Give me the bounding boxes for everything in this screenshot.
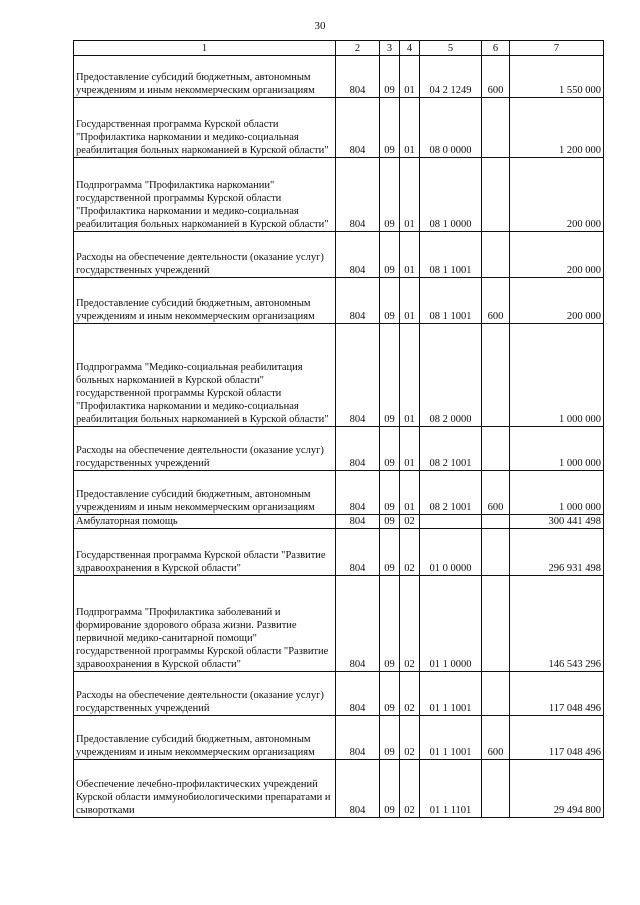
column-header: 5 xyxy=(420,41,482,56)
row-name-cell: Государственная программа Курской области "Профилактика наркомании и медико-социальная реабилитация больных наркоманией в Курской области" xyxy=(74,98,336,158)
subsection-code-cell: 02 xyxy=(400,672,420,716)
subsection-code-cell: 01 xyxy=(400,98,420,158)
amount-cell: 1 550 000 xyxy=(510,56,604,98)
ministry-code-cell: 804 xyxy=(336,471,380,515)
section-code-cell: 09 xyxy=(380,471,400,515)
amount-cell: 1 200 000 xyxy=(510,98,604,158)
target-article-cell: 08 0 0000 xyxy=(420,98,482,158)
section-code-cell: 09 xyxy=(380,278,400,324)
expense-type-cell xyxy=(482,158,510,232)
subsection-code-cell: 01 xyxy=(400,324,420,427)
expense-type-cell xyxy=(482,529,510,576)
ministry-code-cell: 804 xyxy=(336,672,380,716)
ministry-code-cell: 804 xyxy=(336,716,380,760)
target-article-cell: 08 1 0000 xyxy=(420,158,482,232)
row-name-cell: Предоставление субсидий бюджетным, автономным учреждениям и иным некоммерческим организациям xyxy=(74,471,336,515)
target-article-cell: 08 2 1001 xyxy=(420,471,482,515)
expense-type-cell: 600 xyxy=(482,278,510,324)
amount-cell: 146 543 296 xyxy=(510,576,604,672)
subsection-code-cell: 02 xyxy=(400,515,420,529)
target-article-cell: 08 1 1001 xyxy=(420,232,482,278)
row-name-cell: Расходы на обеспечение деятельности (оказание услуг) государственных учреждений xyxy=(74,672,336,716)
ministry-code-cell: 804 xyxy=(336,158,380,232)
target-article-cell xyxy=(420,515,482,529)
ministry-code-cell: 804 xyxy=(336,232,380,278)
amount-cell: 117 048 496 xyxy=(510,672,604,716)
subsection-code-cell: 01 xyxy=(400,427,420,471)
table-row xyxy=(74,515,604,529)
row-name-cell: Подпрограмма "Медико-социальная реабилитация больных наркоманией в Курской области" государственной программы Курской области "Профилактика наркомании и медико-социальная реабилитация больных наркоманией в Курской области" xyxy=(74,324,336,427)
table-row xyxy=(74,56,604,98)
expense-type-cell: 600 xyxy=(482,471,510,515)
amount-cell: 200 000 xyxy=(510,278,604,324)
ministry-code-cell: 804 xyxy=(336,98,380,158)
column-header: 4 xyxy=(400,41,420,56)
expense-type-cell xyxy=(482,576,510,672)
expense-type-cell xyxy=(482,324,510,427)
table-row xyxy=(74,158,604,232)
row-name-cell: Амбулаторная помощь xyxy=(74,515,336,529)
budget-table xyxy=(73,40,604,818)
table-row xyxy=(74,427,604,471)
ministry-code-cell: 804 xyxy=(336,760,380,818)
table-row xyxy=(74,529,604,576)
column-header: 2 xyxy=(336,41,380,56)
section-code-cell: 09 xyxy=(380,672,400,716)
section-code-cell: 09 xyxy=(380,760,400,818)
target-article-cell: 01 1 0000 xyxy=(420,576,482,672)
table-row xyxy=(74,232,604,278)
row-name-cell: Обеспечение лечебно-профилактических учреждений Курской области иммунобиологическими препаратами и сыворотками xyxy=(74,760,336,818)
ministry-code-cell: 804 xyxy=(336,278,380,324)
row-name-cell: Расходы на обеспечение деятельности (оказание услуг) государственных учреждений xyxy=(74,232,336,278)
target-article-cell: 01 1 1001 xyxy=(420,672,482,716)
amount-cell: 29 494 800 xyxy=(510,760,604,818)
row-name-cell: Предоставление субсидий бюджетным, автономным учреждениям и иным некоммерческим организациям xyxy=(74,56,336,98)
expense-type-cell xyxy=(482,427,510,471)
section-code-cell: 09 xyxy=(380,158,400,232)
expense-type-cell xyxy=(482,760,510,818)
section-code-cell: 09 xyxy=(380,576,400,672)
row-name-cell: Предоставление субсидий бюджетным, автономным учреждениям и иным некоммерческим организациям xyxy=(74,716,336,760)
target-article-cell: 08 2 0000 xyxy=(420,324,482,427)
subsection-code-cell: 01 xyxy=(400,158,420,232)
ministry-code-cell: 804 xyxy=(336,56,380,98)
section-code-cell: 09 xyxy=(380,56,400,98)
subsection-code-cell: 01 xyxy=(400,232,420,278)
section-code-cell: 09 xyxy=(380,98,400,158)
amount-cell: 1 000 000 xyxy=(510,324,604,427)
ministry-code-cell: 804 xyxy=(336,324,380,427)
amount-cell: 1 000 000 xyxy=(510,471,604,515)
target-article-cell: 08 1 1001 xyxy=(420,278,482,324)
table-row xyxy=(74,471,604,515)
column-header: 3 xyxy=(380,41,400,56)
table-row xyxy=(74,278,604,324)
row-name-cell: Расходы на обеспечение деятельности (оказание услуг) государственных учреждений xyxy=(74,427,336,471)
subsection-code-cell: 02 xyxy=(400,529,420,576)
section-code-cell: 09 xyxy=(380,232,400,278)
table-row xyxy=(74,98,604,158)
target-article-cell: 01 1 1101 xyxy=(420,760,482,818)
expense-type-cell xyxy=(482,98,510,158)
expense-type-cell: 600 xyxy=(482,56,510,98)
column-header: 7 xyxy=(510,41,604,56)
column-header: 6 xyxy=(482,41,510,56)
target-article-cell: 01 1 1001 xyxy=(420,716,482,760)
amount-cell: 300 441 498 xyxy=(510,515,604,529)
ministry-code-cell: 804 xyxy=(336,427,380,471)
subsection-code-cell: 02 xyxy=(400,760,420,818)
target-article-cell: 04 2 1249 xyxy=(420,56,482,98)
expense-type-cell xyxy=(482,515,510,529)
row-name-cell: Государственная программа Курской области "Развитие здравоохранения в Курской области" xyxy=(74,529,336,576)
expense-type-cell xyxy=(482,232,510,278)
expense-type-cell xyxy=(482,672,510,716)
table-body xyxy=(74,56,604,818)
table-row xyxy=(74,716,604,760)
amount-cell: 1 000 000 xyxy=(510,427,604,471)
page-number: 30 xyxy=(314,20,326,32)
subsection-code-cell: 01 xyxy=(400,471,420,515)
subsection-code-cell: 02 xyxy=(400,576,420,672)
subsection-code-cell: 02 xyxy=(400,716,420,760)
section-code-cell: 09 xyxy=(380,515,400,529)
ministry-code-cell: 804 xyxy=(336,515,380,529)
subsection-code-cell: 01 xyxy=(400,278,420,324)
table-row xyxy=(74,672,604,716)
table-row xyxy=(74,324,604,427)
section-code-cell: 09 xyxy=(380,427,400,471)
row-name-cell: Подпрограмма "Профилактика наркомании" государственной программы Курской области "Профилактика наркомании и медико-социальная реабилитация больных наркоманией в Курской области" xyxy=(74,158,336,232)
table-row xyxy=(74,760,604,818)
section-code-cell: 09 xyxy=(380,324,400,427)
target-article-cell: 01 0 0000 xyxy=(420,529,482,576)
ministry-code-cell: 804 xyxy=(336,576,380,672)
column-header-row xyxy=(74,41,604,56)
subsection-code-cell: 01 xyxy=(400,56,420,98)
amount-cell: 200 000 xyxy=(510,158,604,232)
section-code-cell: 09 xyxy=(380,529,400,576)
column-header: 1 xyxy=(74,41,336,56)
amount-cell: 200 000 xyxy=(510,232,604,278)
table-row xyxy=(74,576,604,672)
row-name-cell: Предоставление субсидий бюджетным, автономным учреждениям и иным некоммерческим организациям xyxy=(74,278,336,324)
ministry-code-cell: 804 xyxy=(336,529,380,576)
section-code-cell: 09 xyxy=(380,716,400,760)
row-name-cell: Подпрограмма "Профилактика заболеваний и формирование здорового образа жизни. Развитие первичной медико-санитарной помощи" государственной программы Курской области "Развитие здравоохранения в Курской области" xyxy=(74,576,336,672)
expense-type-cell: 600 xyxy=(482,716,510,760)
target-article-cell: 08 2 1001 xyxy=(420,427,482,471)
amount-cell: 117 048 496 xyxy=(510,716,604,760)
amount-cell: 296 931 498 xyxy=(510,529,604,576)
